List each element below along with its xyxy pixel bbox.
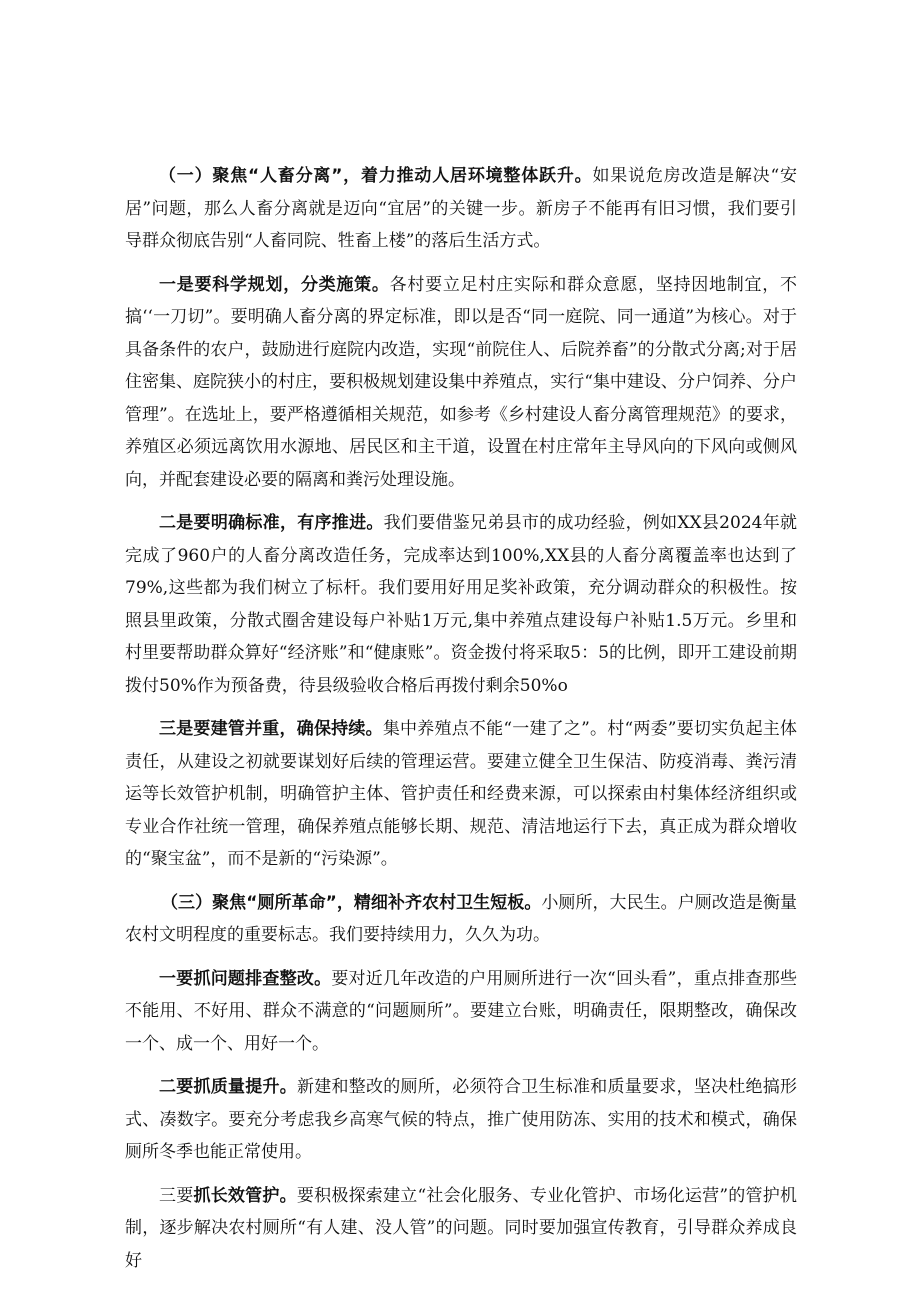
- paragraph-text: 新建和整改的厕所，必须符合卫生标准和质量要求，坚决杜绝搞形式、凑数字。要充分考虑我乡高寒气候的特点，推广使用防冻、实用的技术和模式，确保厕所冬季也能正常使用。: [125, 1077, 797, 1162]
- paragraph-problem-inspection: [125, 963, 797, 1061]
- point-prefix: 三要: [159, 1185, 194, 1206]
- paragraph-text: 小厕所，大民生。户厕改造是衡量农村文明程度的重要标志。我们要持续用力，久久为功。: [125, 892, 797, 945]
- paragraph-quality-improvement: [125, 1071, 797, 1169]
- section-heading-people-livestock: （一）聚焦“人畜分离”，着力推动人居环境整体跃升。: [159, 166, 593, 186]
- point-heading: 三是要建管并重，确保持续。: [159, 719, 383, 739]
- paragraph-text: 各村要立足村庄实际和群众意愿，坚持因地制宜，不搞‘‘一刀切”。要明确人畜分离的界定标准，即以是否“同一庭院、同一通道”为核心。对于具备条件的农户，鼓励进行庭院内改造，实现“前院住人、后院养畜”的分散式分离;对于居住密集、庭院狭小的村庄，要积极规划建设集中养殖点，实行“集中建设、分户饲养、分户管理”。在选址上，要严格遵循相关规范，如参考《乡村建设人畜分离管理规范》的要求，养殖区必须远离饮用水源地、居民区和主干道，设置在村庄常年主导风向的下风向或侧风向，并配套建设必要的隔离和粪污处理设施。: [125, 274, 798, 490]
- paragraph-text: 如果说危房改造是解决“安居”问题，那么人畜分离就是迈向“宜居”的关键一步。新房子不能再有旧习惯，我们要引导群众彻底告别“人畜同院、牲畜上楼”的落后生活方式。: [125, 166, 797, 251]
- paragraph-toilet-revolution: [125, 887, 797, 952]
- paragraph-scientific-planning: [125, 269, 797, 497]
- paragraph-text: 要对近几年改造的户用厕所进行一次“回头看”，重点排查那些不能用、不好用、群众不满意的“问题厕所”。要建立台账，明确责任，限期整改，确保改一个、成一个、用好一个。: [125, 968, 797, 1054]
- paragraph-construction-management: [125, 713, 797, 876]
- paragraph-text: 集中养殖点不能“一建了之”。村“两委”要切实负起主体责任，从建设之初就要谋划好后续的管理运营。要建立健全卫生保洁、防疫消毒、粪污清运等长效管护机制，明确管护主体、管护责任和经费来源，可以探索由村集体经济组织或专业合作社统一管理，确保养殖点能够长期、规范、清洁地运行下去，真正成为群众增收的“聚宝盆”，而不是新的“污染源”。: [125, 719, 798, 869]
- paragraph-long-term-maintenance: [125, 1180, 797, 1278]
- paragraph-text: 我们要借鉴兄弟县市的成功经验，例如XX县2024年就完成了960户的人畜分离改造任务，完成率达到100%,XX县的人畜分离覆盖率也达到了79%,这些都为我们树立了标杆。我们要用好用足奖补政策，充分调动群众的积极性。按照县里政策，分散式圈舍建设每户补贴1万元,集中养殖点建设每户补贴1.5万元。乡里和村里要帮助群众算好“经济账”和“健康账”。资金拨付将采取5：5的比例，即开工建设前期拨付50%作为预备费，待县级验收合格后再拨付剩余50%o: [125, 513, 798, 696]
- point-heading: 一要抓问题排查整改。: [159, 968, 332, 989]
- document-body: [125, 160, 797, 1288]
- point-heading: 一是要科学规划，分类施策。: [159, 274, 390, 295]
- section-heading-toilet-revolution: （三）聚焦“厕所革命”，精细补齐农村卫生短板。: [161, 892, 542, 913]
- point-heading: 抓长效管护。: [193, 1185, 297, 1206]
- point-heading: 二是要明确标准，有序推进。: [159, 513, 384, 533]
- point-heading: 二要抓质量提升。: [159, 1077, 297, 1097]
- paragraph-text: 要积极探索建立“社会化服务、专业化管护、市场化运营”的管护机制，逐步解决农村厕所“有人建、没人管”的问题。同时要加强宣传教育，引导群众养成良好: [125, 1185, 798, 1271]
- paragraph-clear-standards: [125, 507, 797, 702]
- paragraph-people-livestock-separation: [125, 160, 797, 258]
